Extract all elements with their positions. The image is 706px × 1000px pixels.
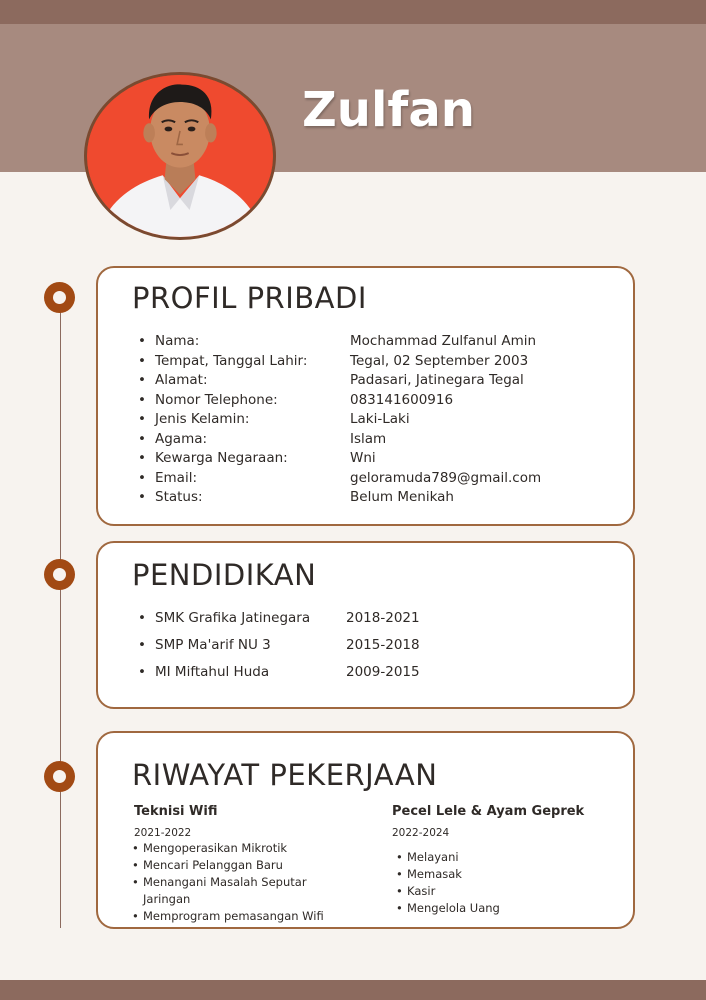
- profile-label: Nama:: [155, 333, 200, 349]
- timeline-dot-profile: [44, 282, 75, 313]
- job-task: • Mengoperasikan Mikrotik: [132, 840, 332, 857]
- school-years: 2018-2021: [346, 610, 420, 626]
- job-task: • Kasir: [396, 883, 596, 900]
- top-strip: [0, 0, 706, 24]
- section-title-profile: PROFIL PRIBADI: [132, 281, 367, 315]
- profile-photo: [84, 72, 276, 240]
- profile-label: Nomor Telephone:: [155, 391, 278, 408]
- section-title-work: RIWAYAT PEKERJAAN: [132, 758, 438, 792]
- school-name: SMK Grafika Jatinegara: [155, 610, 311, 626]
- education-card: PENDIDIKAN • SMK Grafika Jatinegara 2018-2021 • SMP Ma'arif NU 3 2015-2018 • MI Miftahul Huda 2009-2015: [96, 541, 635, 709]
- job-task-list: [396, 849, 596, 917]
- job-task: • Mencari Pelanggan Baru: [132, 857, 332, 874]
- work-card: [96, 731, 635, 929]
- profile-value: Wni: [350, 450, 376, 466]
- job-period: 2021-2022: [134, 827, 192, 839]
- job-title: Teknisi Wifi: [134, 804, 218, 819]
- job-task: • Memasak: [396, 866, 596, 883]
- profile-label: Kewarga Negaraan:: [155, 450, 288, 466]
- profile-value: geloramuda789@gmail.com: [350, 469, 542, 486]
- profile-label: Alamat:: [155, 372, 208, 388]
- profile-value: Tegal, 02 September 2003: [350, 352, 529, 369]
- profile-label: Agama:: [155, 430, 208, 447]
- person-portrait-icon: [87, 75, 273, 237]
- job-task: • Memprogram pemasangan Wifi: [132, 908, 332, 925]
- profile-value: Islam: [350, 430, 387, 447]
- timeline-dot-education: [44, 559, 75, 590]
- profile-value: Belum Menikah: [350, 489, 454, 505]
- person-name: Zulfan: [302, 82, 475, 138]
- bottom-strip: [0, 980, 706, 1000]
- job-task: • Melayani: [396, 849, 596, 866]
- profile-label: Email:: [155, 469, 198, 486]
- profile-value: Mochammad Zulfanul Amin: [350, 333, 537, 349]
- school-name: MI Miftahul Huda: [155, 664, 270, 680]
- timeline-dot-work: [44, 761, 75, 792]
- profile-card: PROFIL PRIBADI • Nama: Mochammad Zulfanul Amin • Tempat, Tanggal Lahir: Tegal, 02 September 2003 • Alamat: Padasari, Jatinegara Tegal • Nomor Telephone: 083141600916 • Jenis Kelamin: Laki-Laki • Agama: Islam • Kewarga Negaraan: Wni • Email: geloramuda789@gmail.com • Status: Belum Menikah: [96, 266, 635, 526]
- job-title: Pecel Lele & Ayam Geprek: [392, 804, 585, 819]
- section-title-education: PENDIDIKAN: [132, 558, 317, 592]
- profile-value: 083141600916: [350, 391, 454, 408]
- job-task: • Mengelola Uang: [396, 900, 596, 917]
- profile-label: Jenis Kelamin:: [155, 411, 250, 427]
- school-name: SMP Ma'arif NU 3: [155, 637, 271, 653]
- profile-label: Tempat, Tanggal Lahir:: [155, 352, 308, 369]
- timeline-line: [60, 298, 61, 928]
- school-years: 2009-2015: [346, 664, 420, 680]
- job-task-list: [132, 840, 332, 925]
- job-period: 2022-2024: [392, 827, 450, 839]
- job-task: • Menangani Masalah Seputar Jaringan: [132, 874, 332, 908]
- profile-label: Status:: [155, 489, 203, 505]
- profile-value: Laki-Laki: [350, 411, 410, 427]
- profile-value: Padasari, Jatinegara Tegal: [350, 372, 524, 388]
- school-years: 2015-2018: [346, 637, 420, 653]
